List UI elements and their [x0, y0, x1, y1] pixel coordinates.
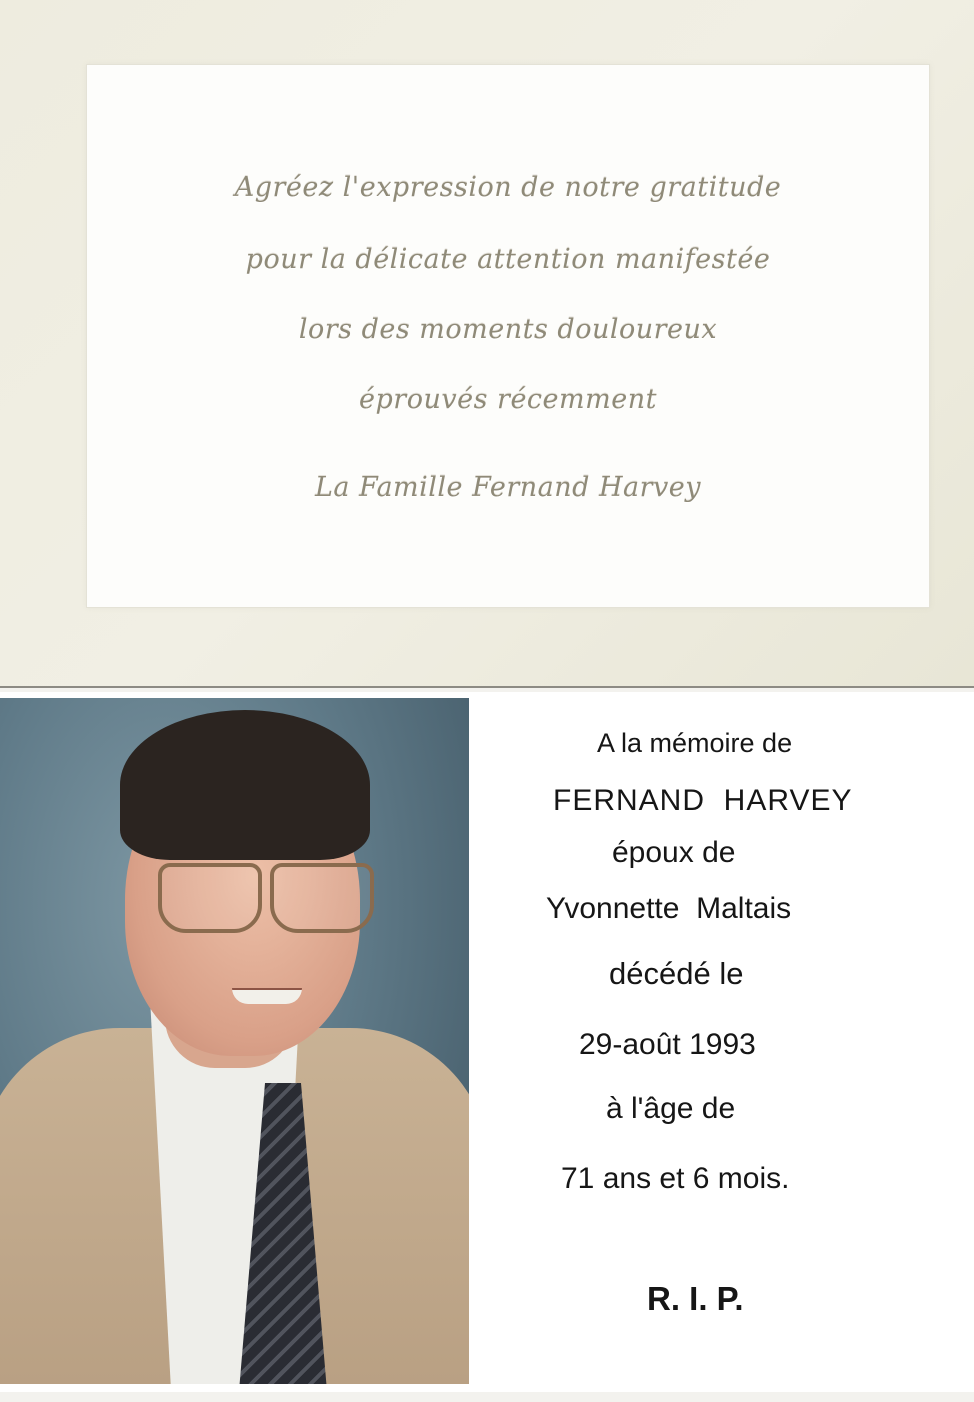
portrait-smile	[232, 988, 302, 1004]
spouse-label: époux de	[612, 836, 736, 869]
portrait-photo	[0, 698, 469, 1384]
family-signature: La Famille Fernand Harvey	[314, 472, 702, 503]
death-label: décédé le	[609, 956, 744, 991]
deceased-name: FERNAND HARVEY	[553, 784, 853, 817]
age-value: 71 ans et 6 mois.	[561, 1162, 790, 1195]
gratitude-line-4: éprouvés récemment	[359, 384, 657, 415]
memorial-card	[0, 692, 974, 1392]
gratitude-line-1: Agréez l'expression de notre gratitude	[234, 172, 782, 203]
thank-you-card	[0, 0, 974, 688]
gratitude-line-2: pour la délicate attention manifestée	[245, 244, 771, 275]
thank-you-panel	[86, 64, 930, 608]
gratitude-line-3: lors des moments douloureux	[298, 314, 718, 345]
memorial-text	[469, 692, 974, 1392]
glasses-left-lens	[158, 863, 262, 933]
death-date: 29-août 1993	[579, 1028, 756, 1061]
memorial-intro: A la mémoire de	[597, 728, 793, 758]
glasses-right-lens	[270, 863, 374, 933]
rip-closing: R. I. P.	[647, 1280, 744, 1317]
portrait-hair	[120, 710, 370, 860]
age-label: à l'âge de	[606, 1092, 736, 1125]
spouse-name: Yvonnette Maltais	[546, 892, 792, 925]
